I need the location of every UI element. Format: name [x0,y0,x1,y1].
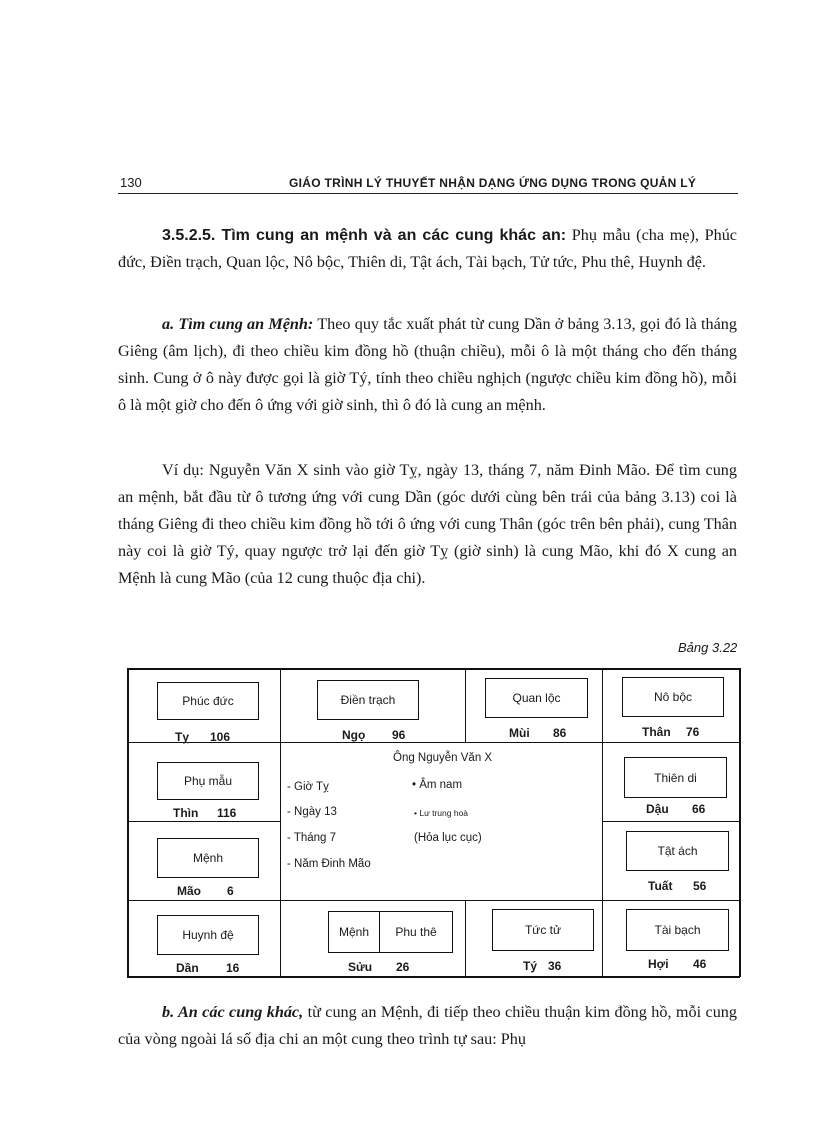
table-line [602,668,603,977]
branch-number-tuat: 56 [693,879,707,893]
paragraph-a [118,311,737,419]
branch-label-tuat: Tuất [648,879,673,893]
center-birth-day: - Ngày 13 [287,806,337,818]
table-line [465,900,466,977]
section-heading-rest: Phụ mẫu (cha mẹ), Phúc đức, Điền trạch, Quan lộc, Nô bộc, Thiên di, Tật ách, Tài bạch, Tử tức, Phu thê, Huynh đệ. [118,226,737,271]
branch-number-hoi: 46 [693,957,707,971]
table-line [602,821,740,822]
table-line [127,821,281,822]
branch-label-mui: Mùi [509,726,530,740]
center-luu-trung-hoa: • Lư trung hoà [414,808,469,818]
section-heading: 3.5.2.5. Tìm cung an mệnh và an các cung khác an: [162,227,567,244]
branch-label-ty-water: Tý [523,959,538,973]
table-border-top [127,668,740,670]
branch-label-than: Thân [642,725,671,739]
branch-label-thin: Thìn [173,806,199,820]
branch-number-suu: 26 [396,960,410,974]
table-border-bottom [127,976,740,978]
branch-number-ty: 106 [210,730,231,744]
branch-number-mui: 86 [553,726,567,740]
running-title: GIÁO TRÌNH LÝ THUYẾT NHẬN DẠNG ỨNG DỤNG TRONG QUẢN LÝ [289,176,697,190]
palace-box-thien-di: Thiên di [624,757,727,798]
table-caption: Bảng 3.22 [678,640,738,655]
branch-label-hoi: Hợi [648,957,669,971]
paragraph-b-text: từ cung an Mệnh, đi tiếp theo chiều thuận kim đồng hồ, mỗi cung của vòng ngoài lá số địa chi an một cung theo trình tự sau: Phụ [118,1003,737,1048]
table-line [127,900,740,901]
palace-box-quan-loc: Quan lộc [485,678,588,718]
paragraph-b [118,999,737,1053]
branch-number-mao: 6 [227,884,234,898]
center-birth-month: - Tháng 7 [287,832,337,844]
branch-label-suu: Sửu [348,960,373,974]
paragraph-a-text: Theo quy tắc xuất phát từ cung Dần ở bảng 3.13, gọi đó là tháng Giêng (âm lịch), đi theo chiều kim đồng hồ (thuận chiều), mỗi ô là một tháng cho đến tháng sinh. Cung ở ô này được gọi là giờ Tý, tính theo chiều nghịch (ngược chiều kim đồng hồ), mỗi ô là một giờ cho đến ô ứng với giờ sinh, thì ô đó là cung an mệnh. [118,315,737,414]
palace-box-menh: Mệnh [157,838,259,878]
center-birth-hour: - Giờ Tỵ [287,781,329,793]
branch-number-thin: 116 [217,806,237,820]
branch-label-dau: Dậu [646,802,669,816]
center-am-nam: • Âm nam [412,779,463,791]
example-text: Ví dụ: Nguyễn Văn X sinh vào giờ Tỵ, ngày 13, tháng 7, năm Đinh Mão. Để tìm cung an mệnh, bắt đầu từ ô tương ứng với cung Dần (góc dưới cùng bên trái của bảng 3.13) coi là tháng Giêng đi theo chiều kim đồng hồ tới ô ứng với cung Thân (góc trên bên phải), cung Thân này coi là giờ Tý, quay ngược trở lại đến giờ Tỵ (giờ sinh) là cung Mão, khi đó X cung an Mệnh là cung Mão (của 12 cung thuộc địa chi). [118,461,737,587]
header-rule [118,193,738,194]
center-birth-year: - Năm Đinh Mão [287,858,371,870]
branch-number-than: 76 [686,725,700,739]
branch-number-dau: 66 [692,802,706,816]
palace-box-menh-suu: Mệnh [328,911,380,953]
paragraph-a-label: a. Tìm cung an Mệnh: [162,315,314,333]
center-person-name: Ông Nguyễn Văn X [393,752,493,764]
palace-box-phuc-duc: Phúc đức [157,682,259,720]
table-line [465,668,466,742]
branch-number-ngo: 96 [392,728,406,742]
table-border-left [127,668,129,977]
branch-label-dan: Dần [176,961,199,975]
center-hoa-luc-cuc: (Hỏa lục cục) [414,832,482,844]
branch-label-ngo: Ngọ [342,728,366,742]
palace-box-tat-ach: Tật ách [626,831,729,871]
palace-box-tai-bach: Tài bạch [626,909,729,951]
palace-box-dien-trach: Điền trạch [317,680,419,720]
branch-label-mao: Mão [177,884,201,898]
table-border-right [739,668,741,977]
page-number: 130 [120,175,142,190]
palace-box-no-boc: Nô bộc [622,677,724,717]
palace-box-huynh-de: Huynh đệ [157,915,259,955]
palace-box-tuc-tu: Tức tử [492,909,594,951]
paragraph-b-label: b. An các cung khác, [162,1003,304,1021]
palace-box-phu-the: Phu thê [379,911,453,953]
branch-label-ty: Tỵ [175,730,190,744]
branch-number-ty-water: 36 [548,959,562,973]
table-line [280,668,281,977]
branch-number-dan: 16 [226,961,240,975]
palace-box-phu-mau: Phụ mẫu [157,762,259,800]
example-paragraph [118,457,737,592]
section-paragraph [118,222,737,276]
